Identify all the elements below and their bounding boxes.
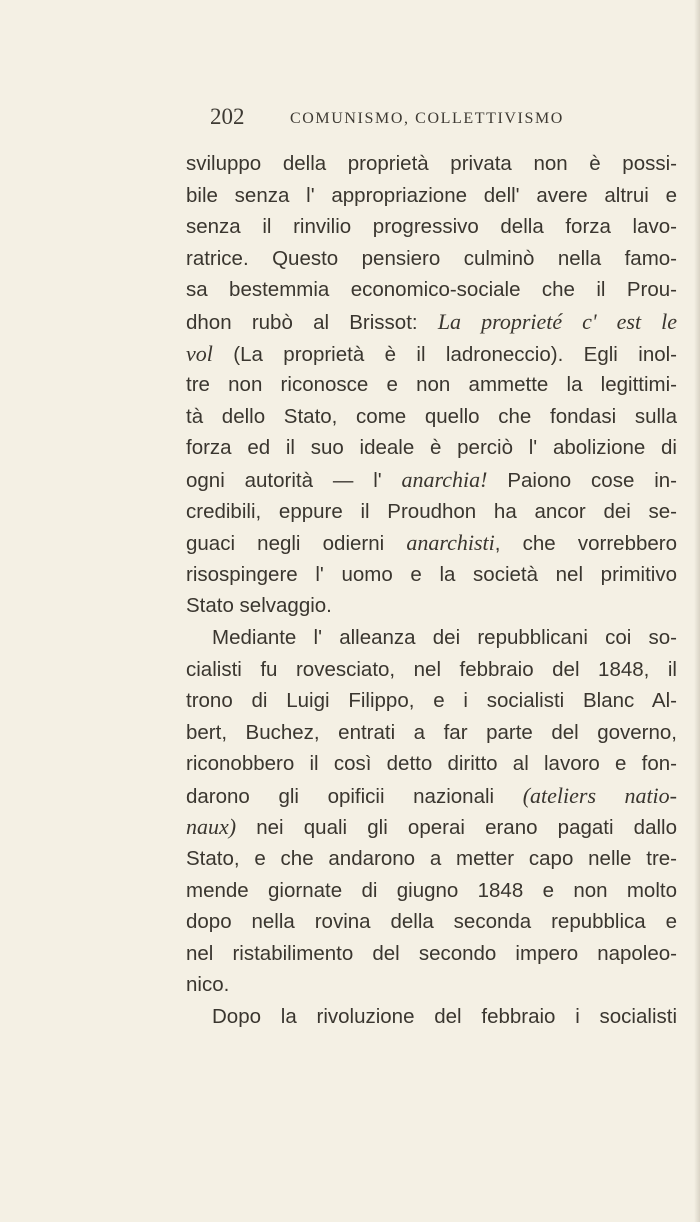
text-line: guaci negli odierni anarchisti, che vorrebbero — [186, 530, 677, 556]
text-line: senza il rinvilio progressivo della forza lavo- — [186, 215, 677, 239]
text-line: Stato selvaggio. — [186, 594, 332, 618]
text-line: nel ristabilimento del secondo impero napoleo- — [186, 941, 677, 965]
text-line: mende giornate di giugno 1848 e non molto — [186, 878, 677, 902]
italic-term: anarchia! — [401, 466, 488, 492]
text-line: naux) nei quali gli operai erano pagati dallo — [186, 814, 677, 840]
text-line: darono gli opificii nazionali (ateliers natio- — [186, 782, 677, 808]
text-line: Stato, e che andarono a metter capo nelle tre- — [186, 847, 677, 871]
body-text — [186, 148, 677, 1033]
running-title: COMUNISMO, COLLETTIVISMO — [290, 110, 564, 127]
italic-term: anarchisti — [406, 530, 495, 556]
text-line: credibili, eppure il Proudhon ha ancor dei se- — [186, 499, 677, 523]
page-header — [0, 104, 700, 138]
paragraph-start-line: Dopo la rivoluzione del febbraio i socialisti — [212, 1005, 677, 1029]
paragraph-start-line: Mediante l' alleanza dei repubblicani coi so- — [212, 625, 677, 649]
text-line: cialisti fu rovesciato, nel febbraio del 1848, il — [186, 657, 677, 681]
text-line: tà dello Stato, come quello che fondasi sulla — [186, 404, 677, 428]
italic-quote: vol — [186, 340, 213, 366]
text-line: vol (La proprietà è il ladroneccio). Egli inol- — [186, 340, 677, 366]
text-line: risospingere l' uomo e la società nel primitivo — [186, 562, 677, 586]
text-line: trono di Luigi Filippo, e i socialisti Blanc Al- — [186, 689, 677, 713]
text-line: sa bestemmia economico-sociale che il Prou- — [186, 278, 677, 302]
italic-term: naux) — [186, 814, 237, 840]
text-line: sviluppo della proprietà privata non è possi- — [186, 152, 677, 175]
text-line: tre non riconosce e non ammette la legittimi- — [186, 373, 677, 397]
text-line: nico. — [186, 973, 230, 997]
text-line: dopo nella rovina della seconda repubblica e — [186, 910, 677, 934]
italic-term: (ateliers natio- — [522, 782, 677, 808]
page-number: 202 — [210, 104, 245, 129]
text-line: dhon rubò al Brissot: La proprieté c' est le — [186, 308, 677, 334]
text-line: forza ed il suo ideale è perciò l' abolizione di — [186, 436, 677, 460]
text-line: riconobbero il così detto diritto al lavoro e fon- — [186, 752, 677, 776]
text-line: bert, Buchez, entrati a far parte del governo, — [186, 720, 677, 744]
text-line: bile senza l' appropriazione dell' avere altrui e — [186, 183, 677, 207]
text-line: ogni autorità — l' anarchia! Paiono cose in- — [186, 466, 677, 492]
italic-quote: La proprieté c' est le — [437, 308, 677, 334]
text-line: ratrice. Questo pensiero culminò nella famo- — [186, 246, 677, 270]
page-edge-shadow — [694, 0, 700, 1222]
